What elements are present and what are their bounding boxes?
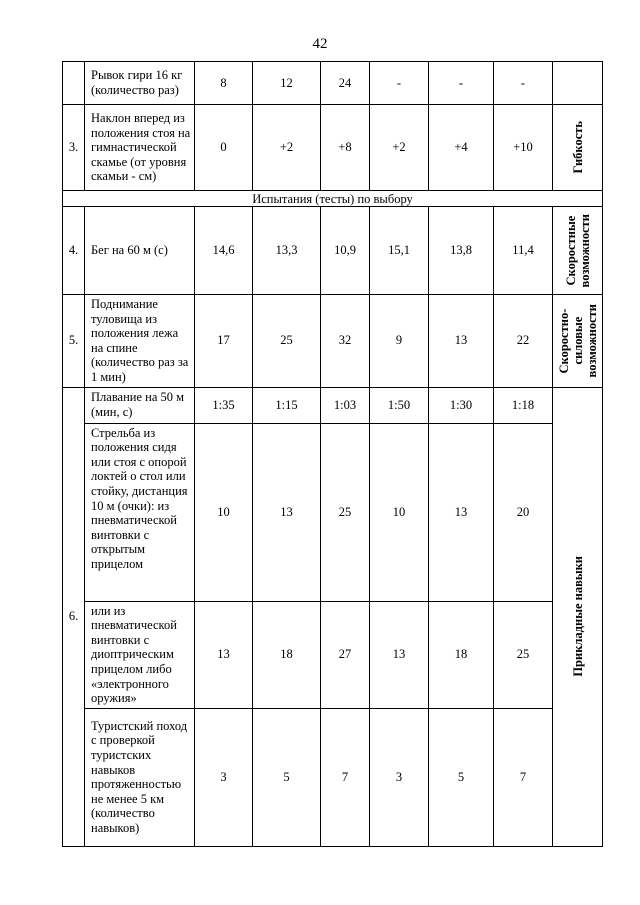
value-cell: 1:03 xyxy=(321,387,370,423)
value-cell: 0 xyxy=(195,105,253,191)
table-row-run xyxy=(63,207,603,295)
value-cell: 13 xyxy=(370,601,429,708)
value-cell: 22 xyxy=(494,295,553,388)
value-cell: 32 xyxy=(321,295,370,388)
table-row-shoot-open xyxy=(63,423,603,601)
category-label: Гибкость xyxy=(570,121,585,174)
table-row-flexibility xyxy=(63,105,603,191)
test-name: или из пневматической винтовки с диоптрическим прицелом либо «электронного оружия» xyxy=(85,601,195,708)
test-name: Рывок гири 16 кг (количество раз) xyxy=(85,62,195,105)
value-cell: 18 xyxy=(429,601,494,708)
value-cell: 5 xyxy=(253,708,321,846)
value-cell: - xyxy=(370,62,429,105)
value-cell: 13 xyxy=(195,601,253,708)
value-cell: 11,4 xyxy=(494,207,553,295)
category-label: Скоростно- силовые возможности xyxy=(556,304,599,378)
value-cell: 14,6 xyxy=(195,207,253,295)
value-cell: 25 xyxy=(253,295,321,388)
section-header: Испытания (тесты) по выбору xyxy=(63,191,603,207)
value-cell: 13 xyxy=(253,423,321,601)
value-cell: 5 xyxy=(429,708,494,846)
row-number: 4. xyxy=(63,207,85,295)
category-label: Скоростные возможности xyxy=(563,213,592,288)
category-cell xyxy=(553,207,603,295)
row-number: 3. xyxy=(63,105,85,191)
value-cell: 10 xyxy=(195,423,253,601)
table-row-section-header xyxy=(63,191,603,207)
category-cell xyxy=(553,295,603,388)
table-row-swim xyxy=(63,387,603,423)
category-cell xyxy=(553,387,603,846)
table-row-hike xyxy=(63,708,603,846)
value-cell: 24 xyxy=(321,62,370,105)
test-name: Туристский поход с проверкой туристских навыков протяженностью не менее 5 км (количество навыков) xyxy=(85,708,195,846)
table-row-situps xyxy=(63,295,603,388)
value-cell: 10,9 xyxy=(321,207,370,295)
value-cell: +8 xyxy=(321,105,370,191)
value-cell: 13 xyxy=(429,423,494,601)
value-cell: - xyxy=(494,62,553,105)
table-row-kettlebell xyxy=(63,62,603,105)
row-number: 6. xyxy=(63,387,85,846)
category-cell xyxy=(553,105,603,191)
value-cell: 1:18 xyxy=(494,387,553,423)
test-name: Стрельба из положения сидя или стоя с опорой локтей о стол или стойку, дистанция 10 м (очки): из пневматической винтовки с открытым прицелом xyxy=(85,423,195,601)
row-number: 5. xyxy=(63,295,85,388)
standards-table xyxy=(62,61,603,847)
value-cell: 13,3 xyxy=(253,207,321,295)
value-cell: +2 xyxy=(370,105,429,191)
value-cell: 20 xyxy=(494,423,553,601)
row-number xyxy=(63,62,85,105)
value-cell: 3 xyxy=(370,708,429,846)
value-cell: 13,8 xyxy=(429,207,494,295)
value-cell: 1:30 xyxy=(429,387,494,423)
table-row-shoot-dioptric xyxy=(63,601,603,708)
value-cell: 7 xyxy=(321,708,370,846)
value-cell: 8 xyxy=(195,62,253,105)
test-name: Бег на 60 м (с) xyxy=(85,207,195,295)
value-cell: 15,1 xyxy=(370,207,429,295)
test-name: Наклон вперед из положения стоя на гимнастической скамье (от уровня скамьи - см) xyxy=(85,105,195,191)
value-cell: 18 xyxy=(253,601,321,708)
value-cell: 25 xyxy=(321,423,370,601)
value-cell: 3 xyxy=(195,708,253,846)
value-cell: 10 xyxy=(370,423,429,601)
test-name: Поднимание туловища из положения лежа на спине (количество раз за 1 мин) xyxy=(85,295,195,388)
value-cell: 1:35 xyxy=(195,387,253,423)
page-number: 42 xyxy=(312,36,328,52)
value-cell: 9 xyxy=(370,295,429,388)
test-name: Плавание на 50 м (мин, с) xyxy=(85,387,195,423)
value-cell: 27 xyxy=(321,601,370,708)
value-cell: 1:15 xyxy=(253,387,321,423)
value-cell: - xyxy=(429,62,494,105)
value-cell: 7 xyxy=(494,708,553,846)
value-cell: 13 xyxy=(429,295,494,388)
value-cell: 25 xyxy=(494,601,553,708)
category-label: Прикладные навыки xyxy=(570,556,585,677)
value-cell: 17 xyxy=(195,295,253,388)
category-cell xyxy=(553,62,603,105)
value-cell: 1:50 xyxy=(370,387,429,423)
value-cell: +2 xyxy=(253,105,321,191)
value-cell: +4 xyxy=(429,105,494,191)
value-cell: +10 xyxy=(494,105,553,191)
value-cell: 12 xyxy=(253,62,321,105)
